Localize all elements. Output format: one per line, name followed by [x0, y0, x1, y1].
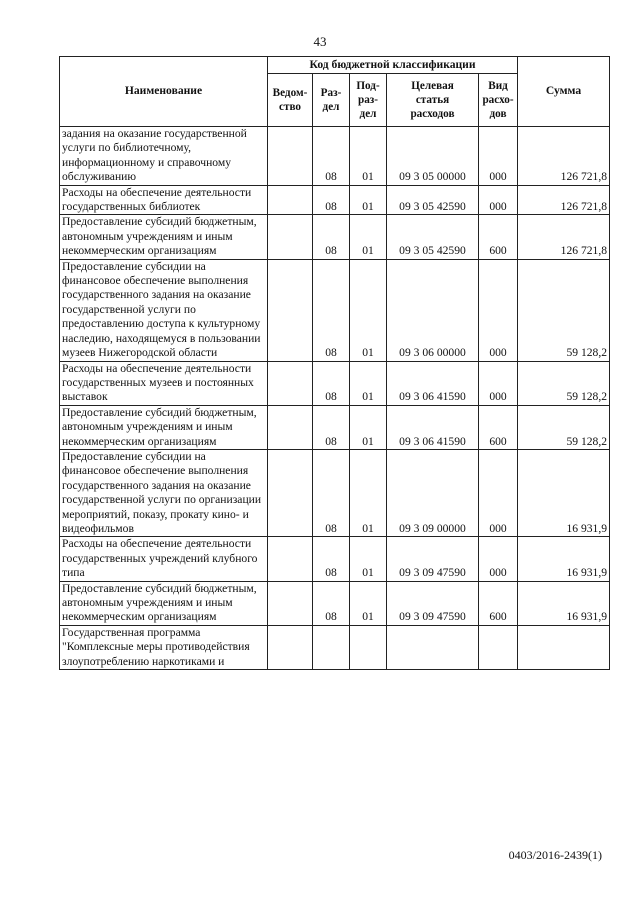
row-celevaya-statya-cell [387, 625, 479, 669]
row-vedomstvo-cell [268, 449, 313, 536]
row-podrazdel-cell: 01 [350, 361, 387, 405]
table-row [60, 449, 610, 536]
row-razdel-cell: 08 [313, 259, 350, 361]
row-summa-cell: 59 128,2 [518, 361, 610, 405]
header-razdel: Раз- дел [313, 74, 350, 127]
table-row [60, 215, 610, 259]
row-celevaya-statya-cell: 09 3 09 47590 [387, 537, 479, 581]
row-podrazdel-cell: 01 [350, 537, 387, 581]
row-vid-rashodov-cell [479, 625, 518, 669]
row-vedomstvo-cell [268, 625, 313, 669]
document-code: 0403/2016-2439(1) [508, 848, 602, 862]
row-vid-rashodov-cell: 000 [479, 361, 518, 405]
row-name-cell: Государственная программа "Комплексные меры противодействия злоупотреблению наркотиками и [60, 625, 268, 669]
header-vedomstvo: Ведом- ство [268, 74, 313, 127]
row-vedomstvo-cell [268, 361, 313, 405]
page-number: 43 [313, 34, 327, 49]
row-vedomstvo-cell [268, 185, 313, 215]
header-celevaya-statya: Целевая статья расходов [387, 74, 479, 127]
row-vid-rashodov-cell: 000 [479, 127, 518, 186]
row-podrazdel-cell: 01 [350, 127, 387, 186]
row-vedomstvo-cell [268, 259, 313, 361]
row-celevaya-statya-cell: 09 3 06 00000 [387, 259, 479, 361]
row-vedomstvo-cell [268, 581, 313, 625]
header-row-top [60, 57, 610, 74]
row-razdel-cell: 08 [313, 581, 350, 625]
table-row [60, 185, 610, 215]
row-celevaya-statya-cell: 09 3 06 41590 [387, 361, 479, 405]
row-name-cell: Расходы на обеспечение деятельности государственных учреждений клубного типа [60, 537, 268, 581]
row-podrazdel-cell [350, 625, 387, 669]
row-razdel-cell [313, 625, 350, 669]
row-razdel-cell: 08 [313, 537, 350, 581]
header-kbk: Код бюджетной классификации [268, 57, 518, 74]
table-row [60, 405, 610, 449]
table-row [60, 537, 610, 581]
row-name-cell: Предоставление субсидий бюджетным, автономным учреждениям и иным некоммерческим организациям [60, 215, 268, 259]
table-row [60, 625, 610, 669]
row-celevaya-statya-cell: 09 3 05 42590 [387, 215, 479, 259]
header-name: Наименование [60, 57, 268, 127]
header-summa: Сумма [518, 57, 610, 127]
row-razdel-cell: 08 [313, 127, 350, 186]
row-celevaya-statya-cell: 09 3 06 41590 [387, 405, 479, 449]
table-body [60, 127, 610, 670]
row-summa-cell: 126 721,8 [518, 127, 610, 186]
row-name-cell: Расходы на обеспечение деятельности государственных библиотек [60, 185, 268, 215]
row-summa-cell: 16 931,9 [518, 537, 610, 581]
row-vid-rashodov-cell: 600 [479, 581, 518, 625]
row-podrazdel-cell: 01 [350, 581, 387, 625]
row-razdel-cell: 08 [313, 215, 350, 259]
row-name-cell: Предоставление субсидий бюджетным, автономным учреждениям и иным некоммерческим организациям [60, 581, 268, 625]
row-name-cell: Предоставление субсидий бюджетным, автономным учреждениям и иным некоммерческим организациям [60, 405, 268, 449]
row-vid-rashodov-cell: 000 [479, 185, 518, 215]
row-podrazdel-cell: 01 [350, 405, 387, 449]
row-vid-rashodov-cell: 600 [479, 215, 518, 259]
row-vid-rashodov-cell: 000 [479, 537, 518, 581]
row-vedomstvo-cell [268, 537, 313, 581]
row-razdel-cell: 08 [313, 185, 350, 215]
row-vid-rashodov-cell: 600 [479, 405, 518, 449]
row-summa-cell: 126 721,8 [518, 215, 610, 259]
header-vid-rashodov: Вид расхо- дов [479, 74, 518, 127]
budget-table [59, 56, 610, 670]
table-row [60, 259, 610, 361]
row-podrazdel-cell: 01 [350, 449, 387, 536]
row-summa-cell: 59 128,2 [518, 405, 610, 449]
row-summa-cell: 126 721,8 [518, 185, 610, 215]
row-vid-rashodov-cell: 000 [479, 449, 518, 536]
row-name-cell: Расходы на обеспечение деятельности государственных музеев и постоянных выставок [60, 361, 268, 405]
row-vid-rashodov-cell: 000 [479, 259, 518, 361]
row-summa-cell: 16 931,9 [518, 581, 610, 625]
row-razdel-cell: 08 [313, 405, 350, 449]
row-celevaya-statya-cell: 09 3 09 47590 [387, 581, 479, 625]
row-vedomstvo-cell [268, 405, 313, 449]
row-celevaya-statya-cell: 09 3 05 42590 [387, 185, 479, 215]
header-podrazdel: Под- раз- дел [350, 74, 387, 127]
row-razdel-cell: 08 [313, 361, 350, 405]
row-podrazdel-cell: 01 [350, 185, 387, 215]
table-row [60, 581, 610, 625]
row-podrazdel-cell: 01 [350, 215, 387, 259]
row-celevaya-statya-cell: 09 3 05 00000 [387, 127, 479, 186]
table-row [60, 127, 610, 186]
row-summa-cell: 16 931,9 [518, 449, 610, 536]
row-name-cell: Предоставление субсидии на финансовое обеспечение выполнения государственного задания на оказание государственной услуги по организации мероприятий, показу, прокату кино- и видеофильмов [60, 449, 268, 536]
row-razdel-cell: 08 [313, 449, 350, 536]
row-podrazdel-cell: 01 [350, 259, 387, 361]
row-summa-cell [518, 625, 610, 669]
row-celevaya-statya-cell: 09 3 09 00000 [387, 449, 479, 536]
row-name-cell: задания на оказание государственной услуги по библиотечному, информационному и справочному обслуживанию [60, 127, 268, 186]
row-vedomstvo-cell [268, 215, 313, 259]
row-summa-cell: 59 128,2 [518, 259, 610, 361]
table-row [60, 361, 610, 405]
row-name-cell: Предоставление субсидии на финансовое обеспечение выполнения государственного задания на оказание государственной услуги по предоставлению доступа к культурному наследию, находящемуся в пользовании музеев Нижегородской области [60, 259, 268, 361]
row-vedomstvo-cell [268, 127, 313, 186]
